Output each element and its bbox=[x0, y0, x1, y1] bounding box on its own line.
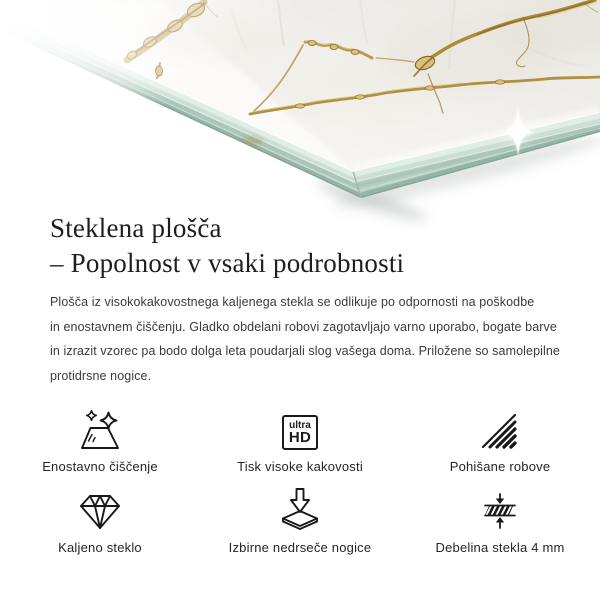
description-line: protidrsne nogice. bbox=[50, 368, 152, 383]
polished-edges-icon bbox=[478, 410, 522, 450]
page-title bbox=[50, 211, 404, 281]
description-line: in enostavnem čiščenju. Gladko obdelani robovi zagotavljajo varno uporabo, bogate barve bbox=[50, 319, 557, 334]
glass-thickness-icon bbox=[478, 491, 522, 531]
feature-easy-cleaning bbox=[42, 404, 158, 475]
feature-label: Pohišane robove bbox=[449, 459, 551, 474]
feature-label: Tisk visoke kakovosti bbox=[237, 459, 363, 474]
description-line: Plošča iz visokokakovostnega kaljenega stekla se odlikuje po odpornosti na poškodbe bbox=[50, 295, 535, 309]
feature-print-quality bbox=[237, 404, 363, 475]
title-line-1: Steklena plošča bbox=[50, 213, 222, 243]
feature-tempered-glass bbox=[58, 485, 142, 556]
top-left-fade bbox=[0, 0, 300, 130]
feature-label: Izbirne nedrseče nogice bbox=[228, 540, 372, 555]
feature-glass-thickness bbox=[436, 485, 565, 556]
marble-glass-panel-graphic bbox=[0, 0, 600, 230]
description-line: in izrazit vzorec pa bodo dolga leta poudarjali slog vašega doma. Priložene so samolepilne bbox=[50, 344, 560, 358]
feature-label: Enostavno čiščenje bbox=[42, 459, 158, 474]
feature-label: Kaljeno steklo bbox=[58, 540, 142, 555]
ultra-hd-text-big: HD bbox=[288, 428, 312, 446]
feature-polished-edges bbox=[450, 404, 551, 475]
non-slip-feet-icon bbox=[278, 487, 322, 531]
feature-label: Debelina stekla 4 mm bbox=[435, 540, 565, 555]
ultra-hd-icon bbox=[282, 415, 318, 450]
features-grid bbox=[0, 404, 600, 556]
feature-non-slip-feet bbox=[229, 485, 372, 556]
product-photo bbox=[0, 0, 600, 230]
title-line-2: – Popolnost v vsaki podrobnosti bbox=[50, 248, 405, 278]
product-description bbox=[50, 290, 595, 388]
diamond-icon bbox=[78, 491, 122, 531]
sparkling-clean-panel-icon bbox=[78, 410, 122, 450]
ultra-hd-text-small: ultra bbox=[289, 419, 311, 431]
